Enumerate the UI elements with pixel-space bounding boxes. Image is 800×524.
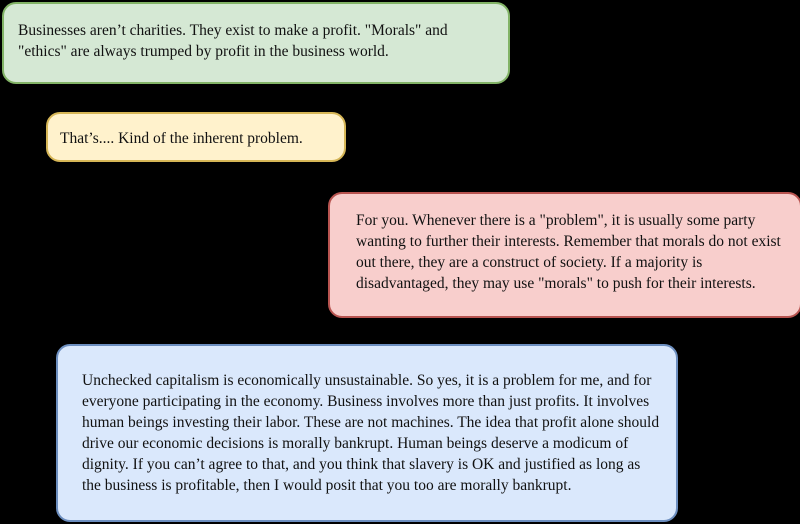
message-bubble-red	[328, 192, 800, 318]
message-text: Unchecked capitalism is economically unsustainable. So yes, it is a problem for me, and for everyone participating in the economy. Business involves more than just profits. It involves human beings investing their labor. These are not machines. The idea that profit alone should drive our economic decisions is morally bankrupt. Human beings deserve a modicum of dignity. If you can’t agree to that, and you think that slavery is OK and justified as long as the business is profitable, then I would posit that you too are morally bankrupt.	[82, 372, 660, 494]
message-text: That’s.... Kind of the inherent problem.	[60, 130, 303, 147]
message-bubble-yellow	[46, 112, 346, 162]
message-bubble-blue	[56, 344, 678, 522]
message-text: For you. Whenever there is a "problem", it is usually some party wanting to further their interests. Remember that morals do not exist out there, they are a construct of society. If a majority is disadvantaged, they may use "morals" to push for their interests.	[356, 212, 781, 292]
message-text: Businesses aren’t charities. They exist to make a profit. "Morals" and "ethics" are always trumped by profit in the business world.	[18, 22, 448, 60]
message-bubble-green	[2, 2, 510, 84]
